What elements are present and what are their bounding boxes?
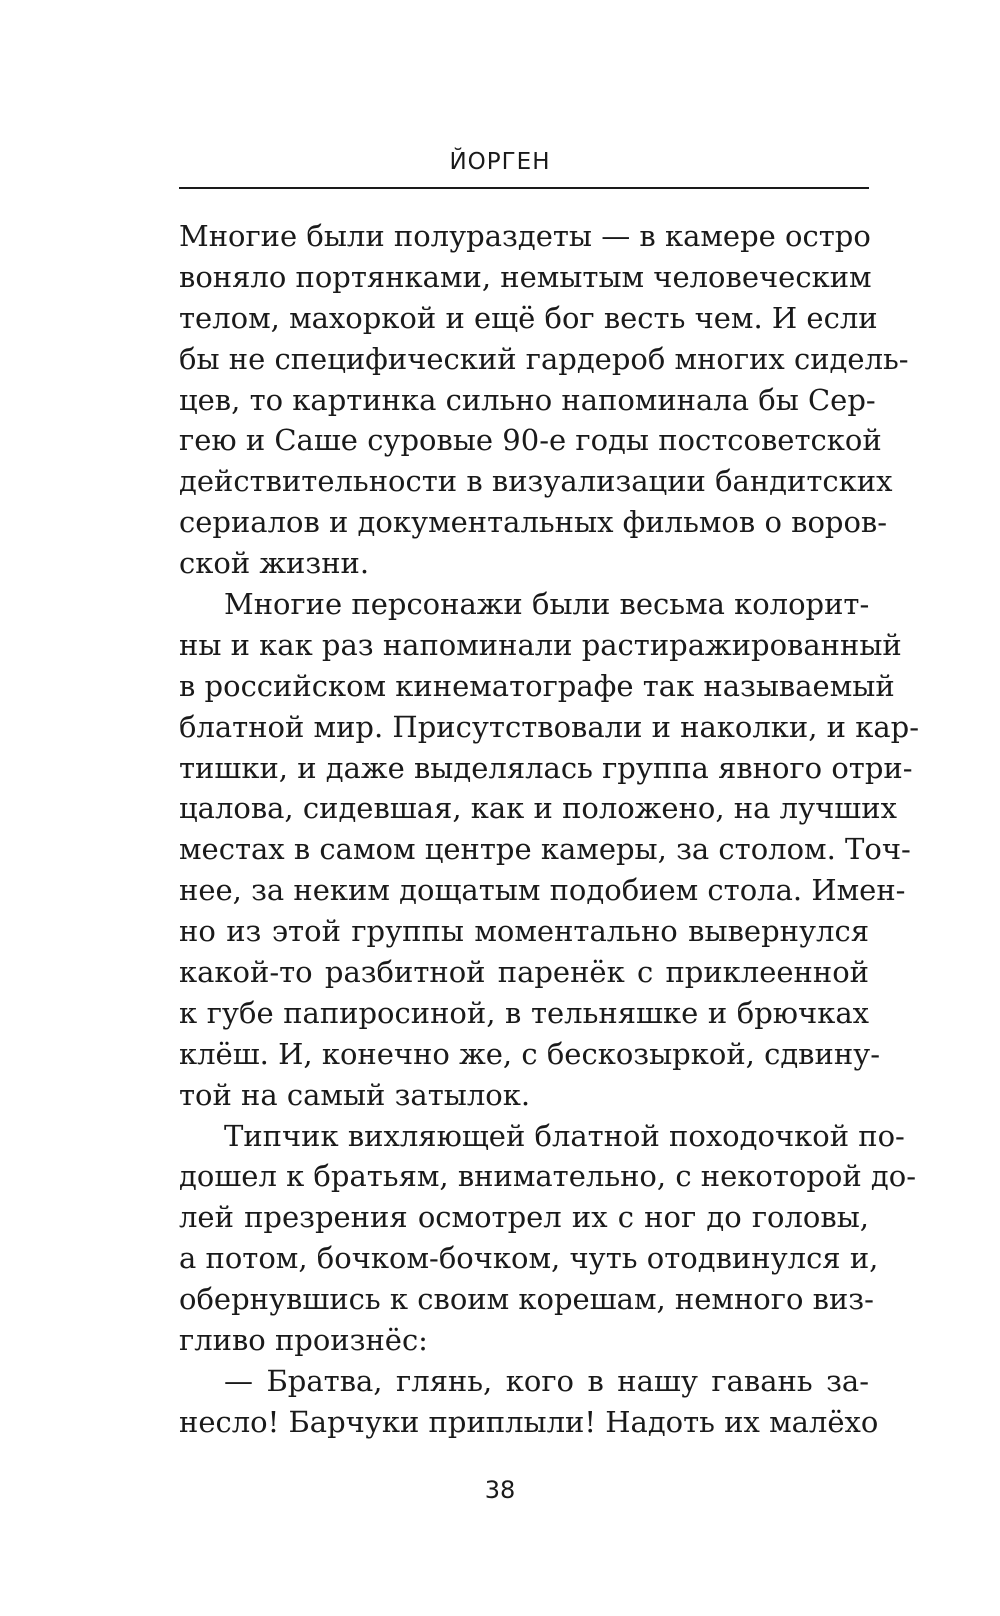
page-number: 38 — [484, 1476, 516, 1504]
text-line: Типчик вихляющей блатной походочкой по- — [224, 1118, 905, 1153]
running-head: ЙОРГЕН — [449, 149, 551, 175]
text-line: Многие персонажи были весьма колорит- — [224, 587, 870, 622]
text-line: несло! Барчуки приплыли! Надоть их малёхо — [179, 1404, 879, 1439]
text-line: гею и Саше суровые 90-е годы постсоветской — [179, 423, 882, 458]
text-line: блатной мир. Присутствовали и наколки, и кар- — [179, 709, 920, 744]
text-line: в российском кинематографе так называемый — [179, 668, 895, 703]
text-line: сериалов и документальных фильмов о воров- — [179, 505, 888, 540]
text-line: нее, за неким дощатым подобием стола. Имен- — [179, 873, 906, 908]
text-line: обернувшись к своим корешам, немного виз- — [179, 1282, 874, 1317]
body-text — [179, 216, 920, 1443]
text-line: к губе папиросиной, в тельняшке и брючках — [179, 995, 869, 1030]
text-line: гливо произнёс: — [179, 1323, 428, 1358]
text-line: тишки, и даже выделялась группа явного отри- — [179, 750, 913, 785]
text-line: воняло портянками, немытым человеческим — [179, 259, 872, 294]
text-line: цев, то картинка сильно напоминала бы Сер- — [179, 382, 876, 417]
text-line: бы не специфический гардероб многих сидель- — [179, 341, 909, 376]
text-line: ны и как раз напоминали растиражированный — [179, 627, 902, 662]
text-line: цалова, сидевшая, как и положено, на лучших — [179, 791, 897, 826]
text-line: действительности в визуализации бандитских — [179, 464, 893, 499]
text-line: но из этой группы моментально вывернулся — [179, 914, 869, 949]
text-line: а потом, бочком-бочком, чуть отодвинулся и, — [179, 1241, 879, 1276]
text-line: — Братва, глянь, кого в нашу гавань за- — [224, 1363, 869, 1398]
text-line: местах в самом центре камеры, за столом. Точ- — [179, 832, 911, 867]
text-line: дошел к братьям, внимательно, с некоторой до- — [179, 1159, 917, 1194]
text-line: той на самый затылок. — [179, 1077, 531, 1112]
header-rule — [179, 187, 869, 189]
text-line: какой-то разбитной паренёк с приклеенной — [179, 955, 869, 990]
text-line: лей презрения осмотрел их с ног до головы, — [179, 1200, 869, 1235]
text-line: клёш. И, конечно же, с бескозыркой, сдвину- — [179, 1036, 881, 1071]
text-line: телом, махоркой и ещё бог весть чем. И если — [179, 300, 878, 335]
text-line: ской жизни. — [179, 546, 370, 581]
text-line: Многие были полураздеты — в камере остро — [179, 219, 871, 253]
